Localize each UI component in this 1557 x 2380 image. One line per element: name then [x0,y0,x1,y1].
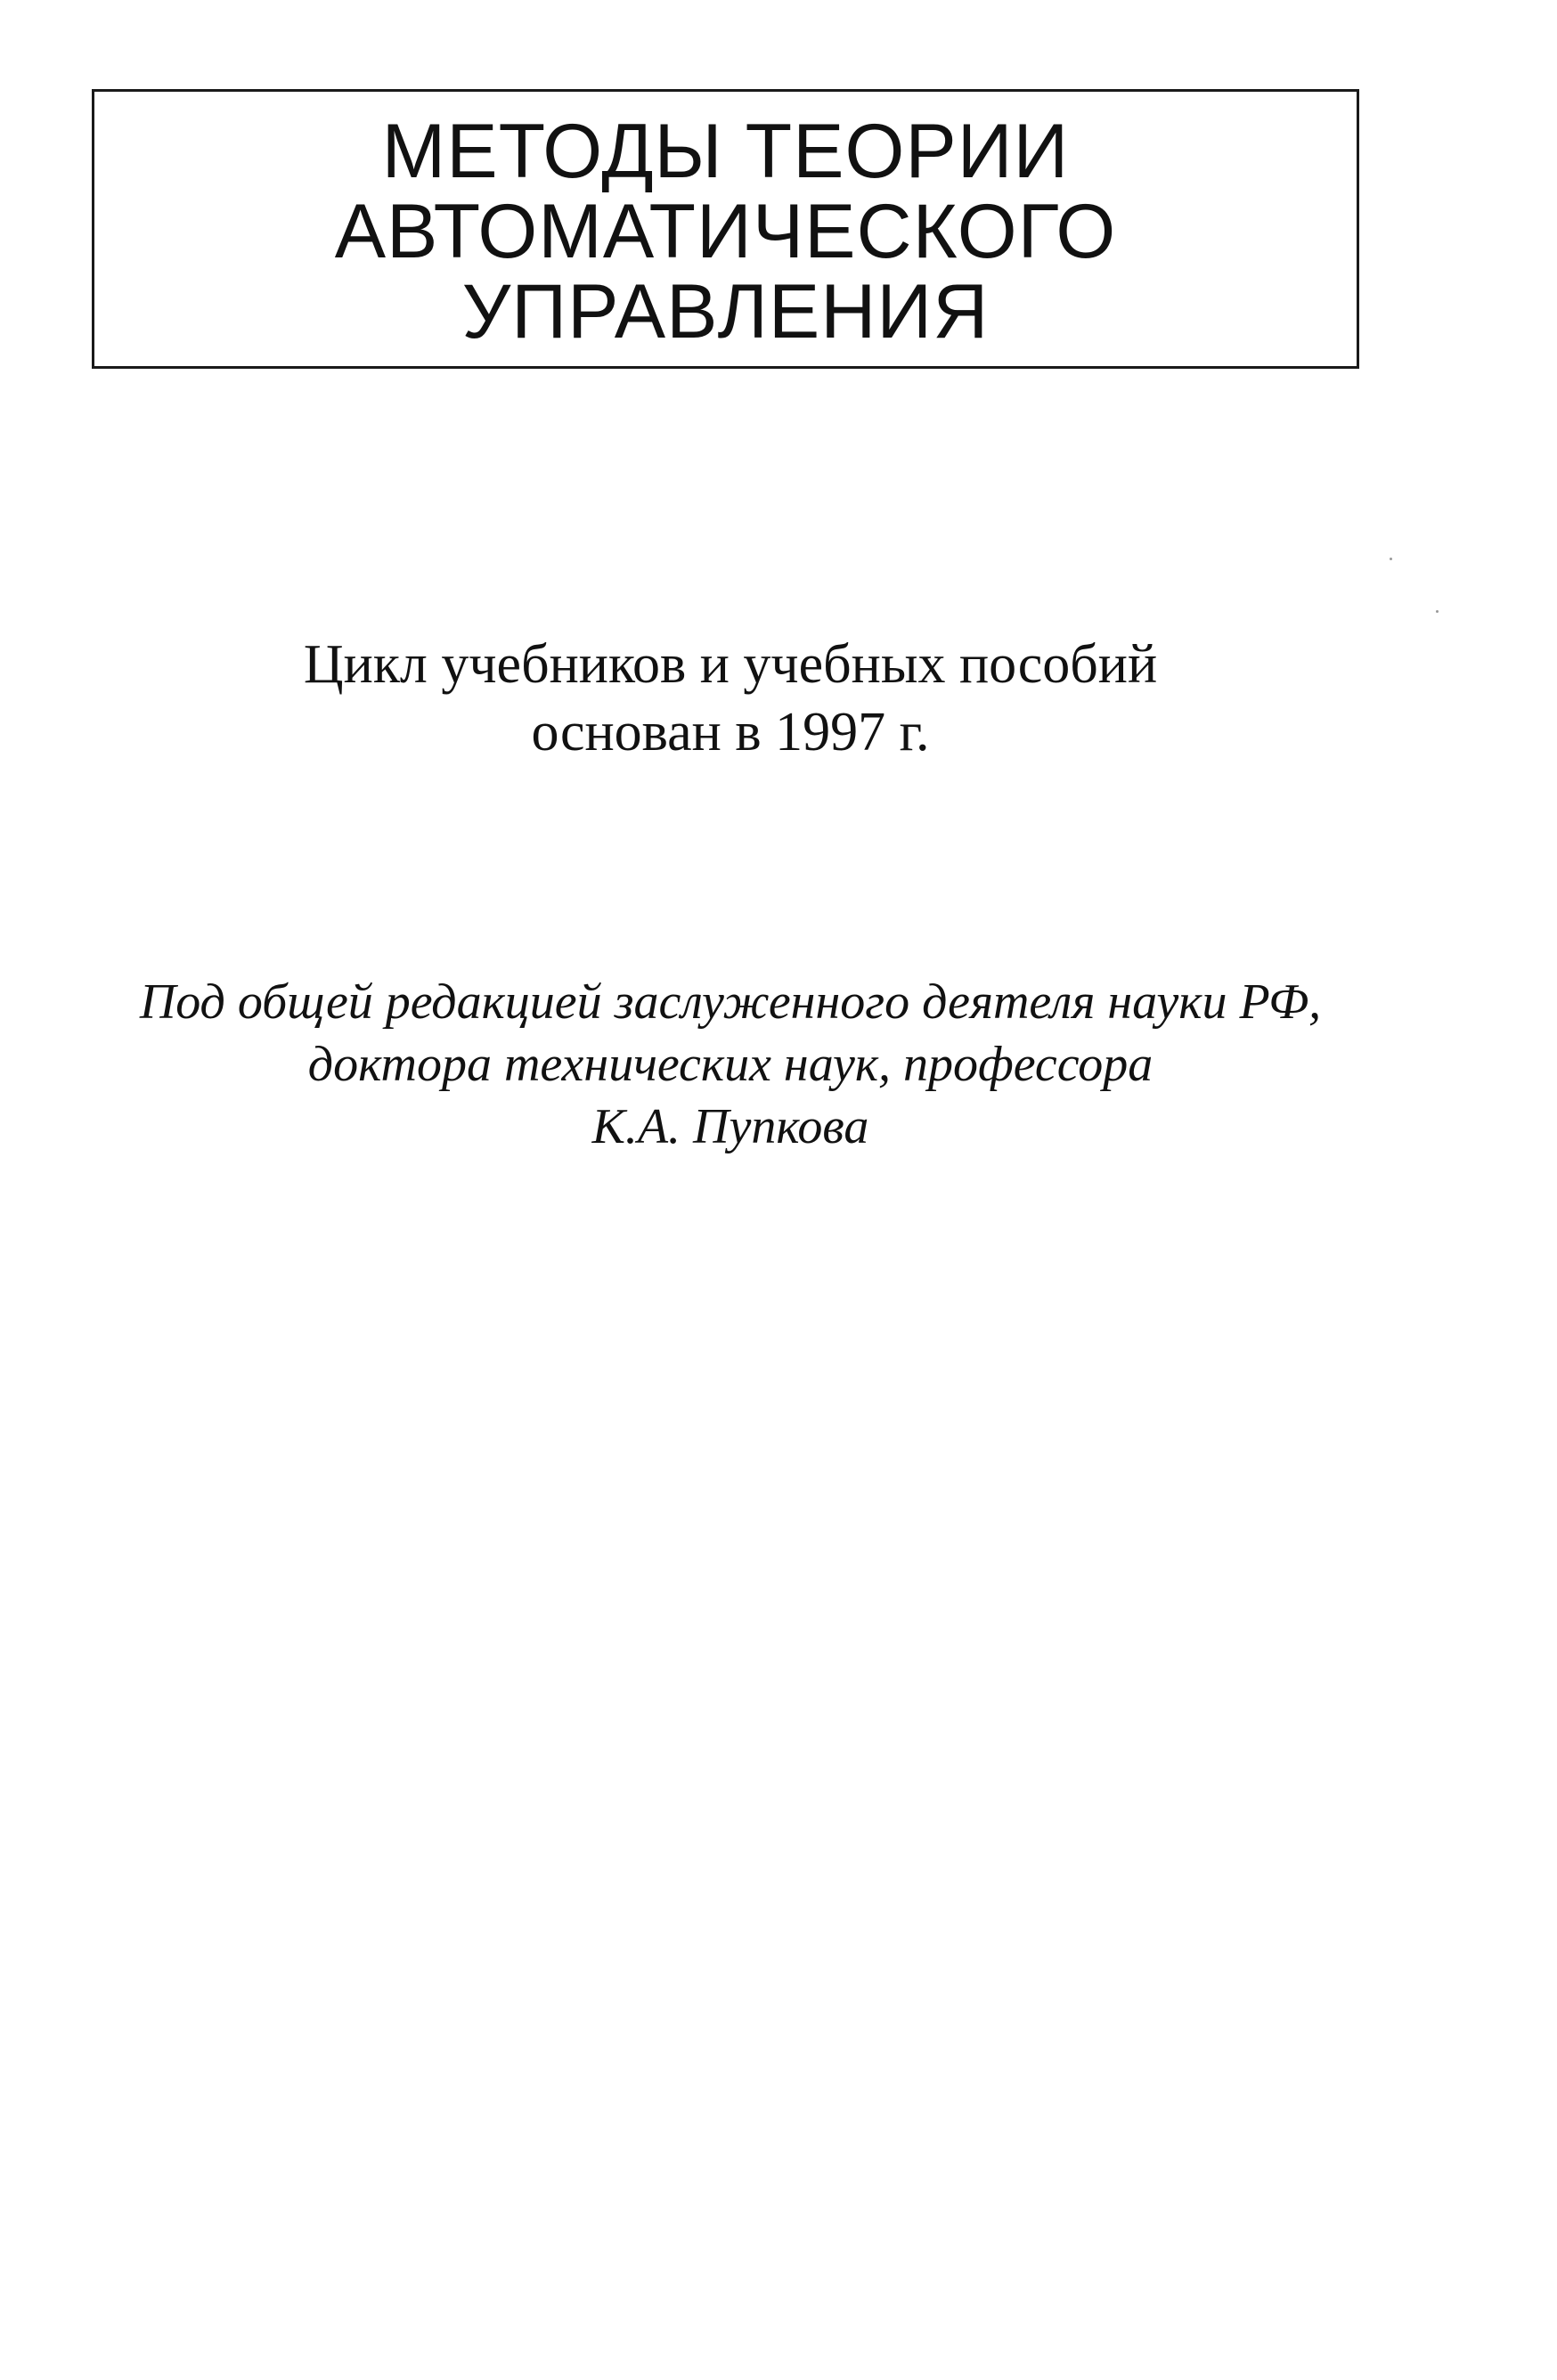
scan-speck [1390,558,1392,560]
book-title-line-1: МЕТОДЫ ТЕОРИИ [381,109,1070,194]
editor-note-line-1: Под общей редакцией заслуженного деятеля науки РФ, [139,974,1322,1030]
book-title-frame [92,89,1359,369]
series-note-line-1: Цикл учебников и учебных пособий [303,634,1158,695]
scan-speck [1436,610,1439,613]
editor-note [0,971,1461,1158]
editor-note-line-2: доктора технических наук, профессора [307,1037,1153,1092]
book-title-line-3: УПРАВЛЕНИЯ [461,269,990,355]
series-note [0,631,1461,766]
book-title-line-2: АВТОМАТИЧЕСКОГО [334,189,1117,274]
editor-note-line-3: К.А. Пупкова [591,1099,869,1154]
series-note-line-2: основан в 1997 г. [531,702,930,762]
